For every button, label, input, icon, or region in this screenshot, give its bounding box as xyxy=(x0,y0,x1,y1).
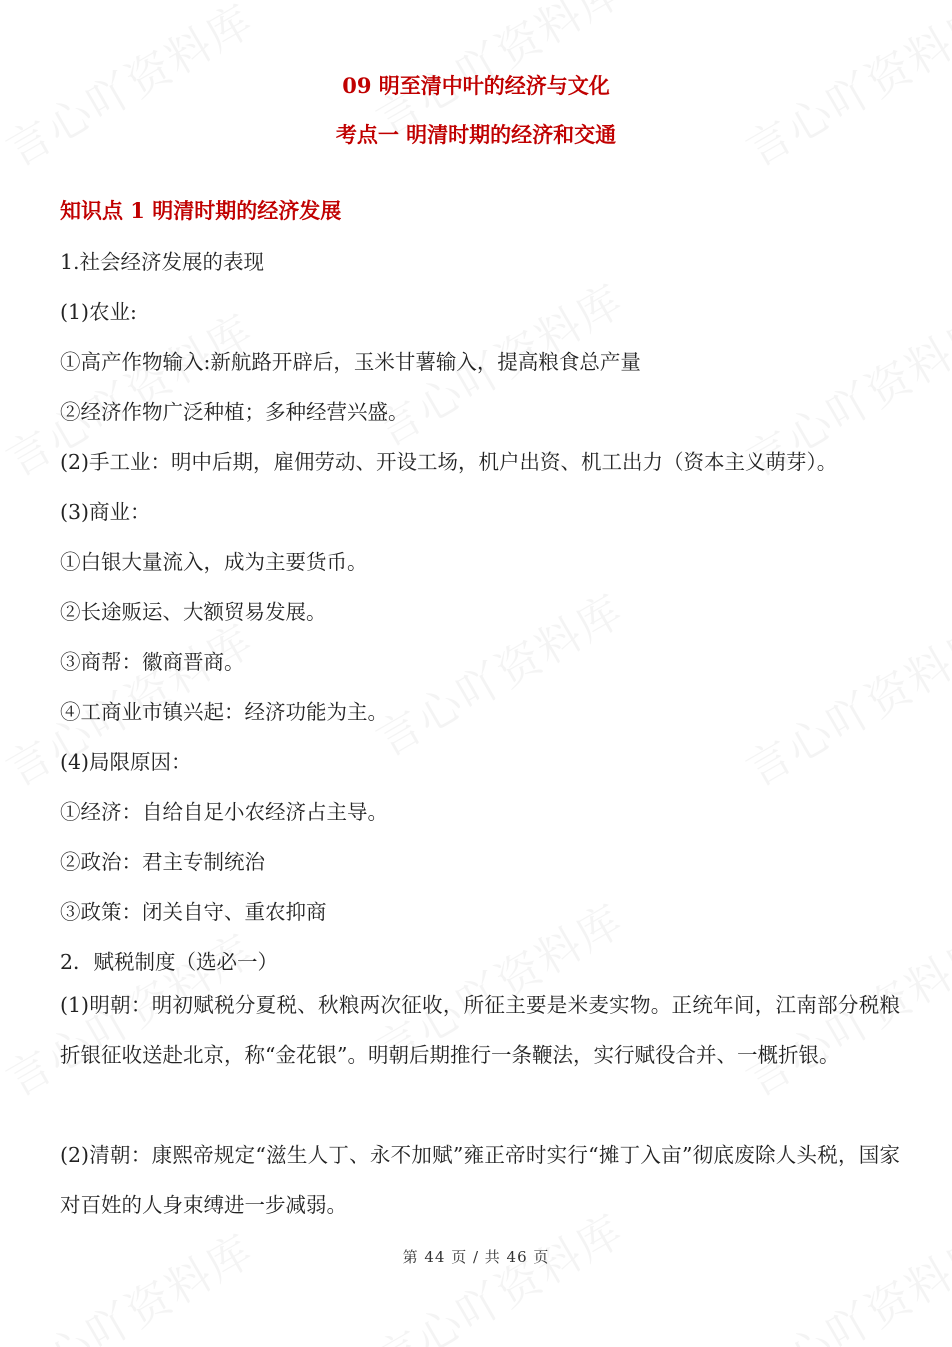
watermark-text xyxy=(0,1215,264,1347)
text-line: ③商帮：徽商晋商。 xyxy=(60,650,245,674)
text-line: ②政治：君主专制统治 xyxy=(60,850,265,874)
page-footer: 第 44 页 / 共 46 页 xyxy=(402,1248,550,1266)
text-line: (4)局限原因： xyxy=(60,750,192,774)
watermark-text xyxy=(732,1215,952,1347)
text-paragraph: (1)明朝：明初赋税分夏税、秋粮两次征收，所征主要是米麦实物。正统年间，江南部分税粮折银征收送赴北京，称“金花银”。明朝后期推行一条鞭法，实行赋役合并、一概折银。 xyxy=(60,993,900,1067)
text-line: ②经济作物广泛种植；多种经营兴盛。 xyxy=(60,400,409,424)
text-line: ①高产作物输入:新航路开辟后，玉米甘薯输入，提高粮食总产量 xyxy=(60,350,641,374)
page-subtitle: 考点一 明清时期的经济和交通 xyxy=(335,122,617,147)
text-line: ②长途贩运、大额贸易发展。 xyxy=(60,600,327,624)
text-line: (1)农业: xyxy=(60,300,137,324)
text-line: (2)手工业：明中后期，雇佣劳动、开设工场，机户出资、机工出力（资本主义萌芽）。 xyxy=(60,450,838,474)
text-line: ①白银大量流入，成为主要货币。 xyxy=(60,550,368,574)
section-heading: 知识点 1 明清时期的经济发展 xyxy=(60,198,342,223)
page-title: 09 明至清中叶的经济与文化 xyxy=(342,73,610,98)
text-line: 2．赋税制度（选必一） xyxy=(60,950,279,974)
text-line: ④工商业市镇兴起：经济功能为主。 xyxy=(60,700,388,724)
text-line: (3)商业： xyxy=(60,500,151,524)
text-line: 1.社会经济发展的表现 xyxy=(60,250,265,274)
text-line: ①经济：自给自足小农经济占主导。 xyxy=(60,800,388,824)
text-paragraph: (2)清朝：康熙帝规定“滋生人丁、永不加赋”雍正帝时实行“摊丁入亩”彻底废除人头税，国家对百姓的人身束缚进一步减弱。 xyxy=(60,1143,900,1217)
text-line: ③政策：闭关自守、重农抑商 xyxy=(60,900,327,924)
